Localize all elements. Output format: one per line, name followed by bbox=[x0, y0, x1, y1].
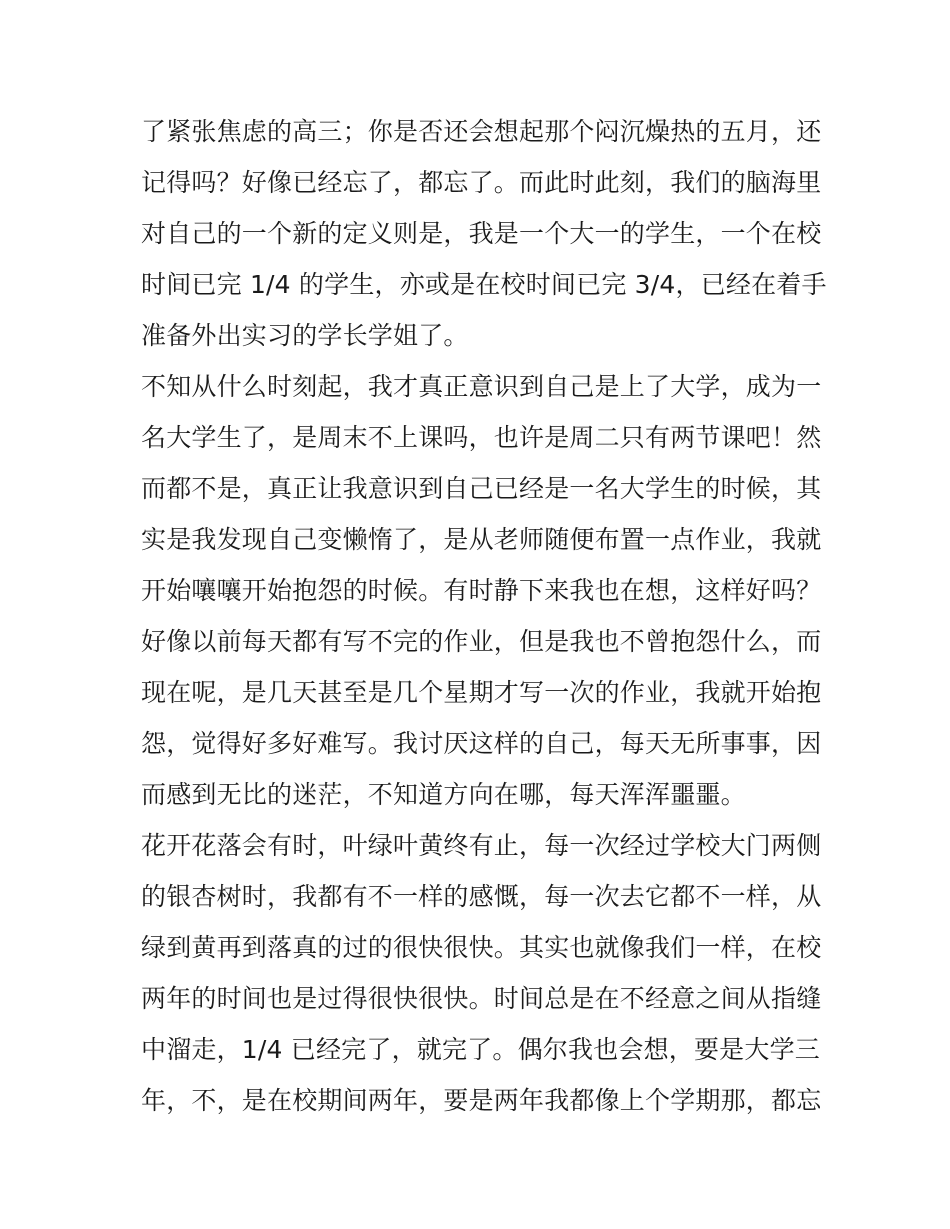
text-line: 怨，觉得好多好难写。我讨厌这样的自己，每天无所事事，因 bbox=[141, 729, 822, 758]
text-line: 绿到黄再到落真的过的很快很快。其实也就像我们一样，在校 bbox=[141, 933, 822, 962]
text-line: 年，不，是在校期间两年，要是两年我都像上个学期那，都忘 bbox=[141, 1086, 822, 1115]
text-line: 中溜走，1/4 已经完了，就完了。偶尔我也会想，要是大学三 bbox=[141, 1035, 820, 1064]
text-line: 花开花落会有时，叶绿叶黄终有止，每一次经过学校大门两侧 bbox=[141, 831, 822, 860]
text-line: 时间已完 1/4 的学生，亦或是在校时间已完 3/4，已经在着手 bbox=[141, 270, 827, 299]
text-line: 现在呢，是几天甚至是几个星期才写一次的作业，我就开始抱 bbox=[141, 678, 822, 707]
text-line: 名大学生了，是周末不上课吗，也许是周二只有两节课吧！然 bbox=[141, 423, 822, 452]
body-text bbox=[141, 106, 827, 1126]
text-line: 对自己的一个新的定义则是，我是一个大一的学生，一个在校 bbox=[141, 219, 822, 248]
text-line: 两年的时间也是过得很快很快。时间总是在不经意之间从指缝 bbox=[141, 984, 822, 1013]
text-line: 不知从什么时刻起，我才真正意识到自己是上了大学，成为一 bbox=[141, 372, 822, 401]
text-line: 好像以前每天都有写不完的作业，但是我也不曾抱怨什么，而 bbox=[141, 627, 822, 656]
text-line: 而感到无比的迷茫，不知道方向在哪，每天浑浑噩噩。 bbox=[141, 780, 746, 809]
text-line: 而都不是，真正让我意识到自己已经是一名大学生的时候，其 bbox=[141, 474, 822, 503]
text-line: 了紧张焦虑的高三；你是否还会想起那个闷沉燥热的五月，还 bbox=[141, 117, 822, 146]
paragraph-1 bbox=[141, 106, 827, 361]
text-line: 记得吗？好像已经忘了，都忘了。而此时此刻，我们的脑海里 bbox=[141, 168, 822, 197]
paragraph-3 bbox=[141, 820, 821, 1126]
text-line: 实是我发现自己变懒惰了，是从老师随便布置一点作业，我就 bbox=[141, 525, 822, 554]
paragraph-2 bbox=[141, 361, 821, 820]
text-line: 准备外出实习的学长学姐了。 bbox=[141, 321, 469, 350]
text-line: 开始嚷嚷开始抱怨的时候。有时静下来我也在想，这样好吗？ bbox=[141, 576, 822, 605]
text-line: 的银杏树时，我都有不一样的感慨，每一次去它都不一样，从 bbox=[141, 882, 822, 911]
